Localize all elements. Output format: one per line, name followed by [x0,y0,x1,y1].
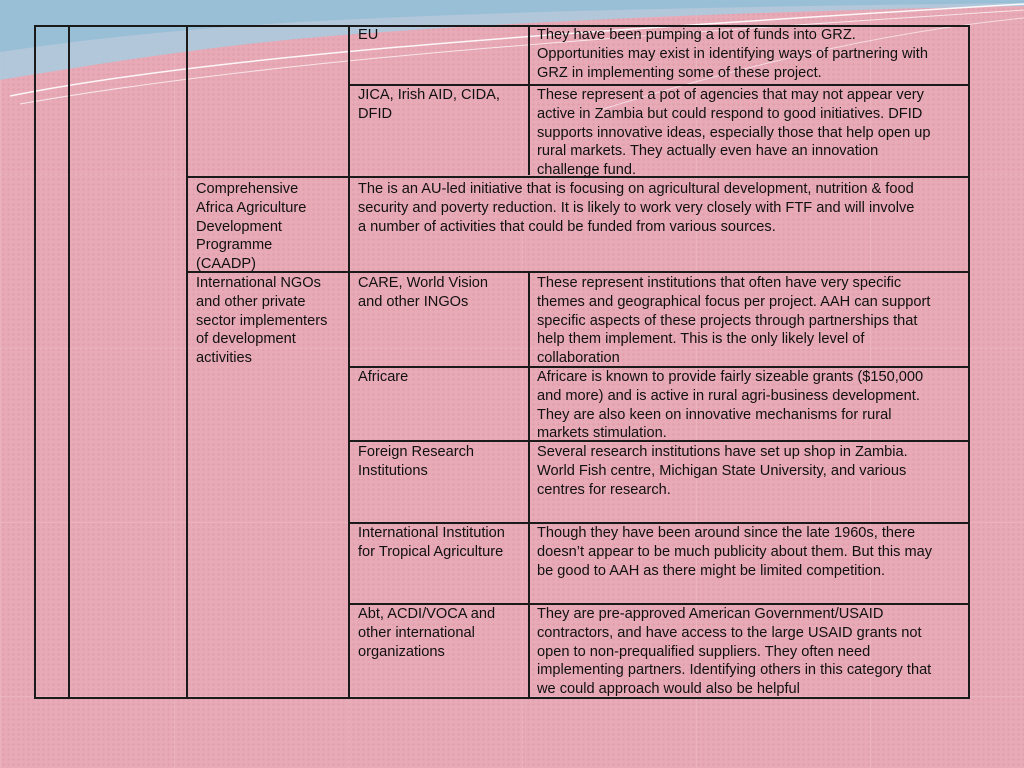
cell-entity-foreign-research: Foreign Research Institutions [358,444,474,479]
table-border-right [968,25,970,699]
cell-notes-care: These represent institutions that often have very specific themes and geographical focus per project. AAH can support specific aspects of these projects through partnerships that help them implement. This is the only likely level of collaboration [537,275,931,367]
cell-program-intl-ngos: International NGOs and other private sector implementers of development activities [196,275,328,367]
table-border-left [34,25,36,699]
cell-entity-abt: Abt, ACDI/VOCA and other international organizations [358,606,496,660]
cell-entity-jica: JICA, Irish AID, CIDA, DFID [358,87,500,122]
table-col-divider-3 [348,25,350,699]
table-col-divider-4 [528,25,530,175]
table-col-divider-2 [186,25,188,699]
cell-entity-eu: EU [358,27,379,43]
cell-notes-abt: They are pre-approved American Government/USAID contractors, and have access to the large USAID grants not open to non-prequalified suppliers. They often need implementing partners. Identifying others in this category that we could approach would also be helpful [537,606,932,698]
cell-program-caadp: Comprehensive Africa Agriculture Development Programme (CAADP) [196,181,307,273]
cell-entity-africare: Africare [358,369,409,385]
cell-entity-care: CARE, World Vision and other INGOs [358,275,489,310]
table-col-divider-4b [528,271,530,699]
cell-entity-iita: International Institution for Tropical Agriculture [358,525,505,560]
agency-table [34,25,970,699]
cell-notes-caadp: The is an AU-led initiative that is focusing on agricultural development, nutrition & food security and poverty reduction. It is likely to work very closely with FTF and will involve a number of activities that could be funded from various sources. [358,181,915,235]
table-col-divider-1 [68,25,70,699]
cell-notes-iita: Though they have been around since the late 1960s, there doesn’t appear to be much publicity about them. But this may be good to AAH as there might be limited competition. [537,525,933,579]
cell-notes-jica: These represent a pot of agencies that may not appear very active in Zambia but could respond to good initiatives. DFID supports innovative ideas, especially those that help open up rural markets. They actually even have an innovation challenge fund. [537,87,931,179]
cell-notes-africare: Africare is known to provide fairly sizeable grants ($150,000 and more) and is active in rural agri-business development. They are also keen on innovative mechanisms for rural markets stimulation. [537,369,924,442]
cell-notes-eu: They have been pumping a lot of funds into GRZ. Opportunities may exist in identifying ways of partnering with GRZ in implementing some of these project. [537,27,928,81]
cell-notes-foreign-research: Several research institutions have set up shop in Zambia. World Fish centre, Michigan State University, and various centres for research. [537,444,908,498]
